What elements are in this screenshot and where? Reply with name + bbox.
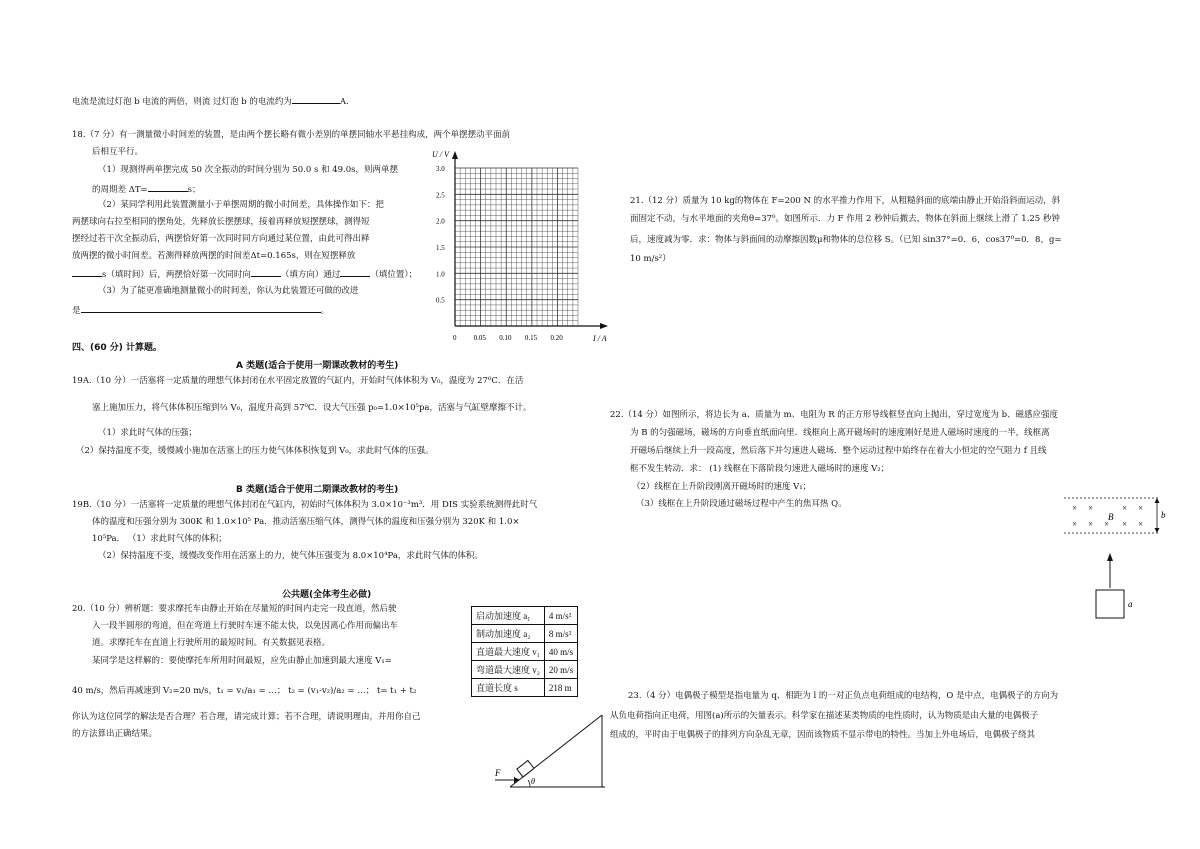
width-label: b: [1161, 510, 1166, 520]
table-cell: 制动加速度 a₂: [472, 625, 545, 643]
answer-blank[interactable]: [251, 268, 281, 277]
y-axis-label: U / V: [432, 150, 449, 159]
ui-grid-graph: [430, 148, 610, 348]
q21-line4: 10 m/s²）: [630, 254, 671, 264]
velocity-arrowhead: [1107, 553, 1113, 561]
q19a-line4: （2）保持温度不变，缓慢减小施加在活塞上的压力使气体体积恢复到 V₀，求此时气体的压强。: [76, 446, 434, 456]
table-row: [472, 625, 578, 643]
intro-line: [72, 95, 349, 108]
class-b-heading: B 类题(适合于使用二期课改教材的考生): [236, 485, 399, 495]
intro-text: 电流是流过灯泡 b 电流的两倍，则流 过灯泡 b 的电流约为: [72, 97, 292, 107]
q18-l11-text: 是: [72, 306, 81, 316]
q20-line7: 的方法算出正确结果。: [72, 729, 158, 739]
q21-line1: 21.（12 分）质量为 10 kg的物体在 F=200 N 的水平推力作用下，从粗糙斜面的底端由静止开始沿斜面运动，斜: [630, 196, 1061, 206]
table-cell: 直道长度 s: [472, 679, 545, 697]
x-tick-label: 0.20: [550, 334, 563, 342]
table-cell: 218 m: [544, 679, 577, 697]
frame-side-label: a: [1128, 599, 1133, 609]
q23-line3: 组成的，平时由于电偶极子的排列方向杂乱无章，因而该物质不显示带电的特性。当加上外电场后，电偶极子绕其: [610, 730, 1036, 740]
field-cross: ×: [1122, 519, 1128, 529]
section-4-heading: 四、(60 分) 计算题。: [72, 343, 163, 353]
y-tick-label: 3.0: [436, 165, 445, 173]
data-table: [471, 606, 578, 697]
q18-line5: （2）某同学利用此装置测量小于单摆周期的微小时间差，具体操作如下：把: [98, 200, 384, 210]
y-tick-label: 1.0: [436, 270, 445, 279]
q20-line2: 入一段半圆形的弯道，但在弯道上行驶时车速不能太快，以免因离心作用而偏出车: [92, 621, 399, 631]
table-cell: 40 m/s: [544, 643, 577, 661]
x-tick-label: 0.05: [473, 334, 486, 342]
graph-grid: [455, 168, 578, 326]
x-axis-label: I / A: [593, 334, 607, 343]
table-row: [472, 607, 578, 625]
block: [517, 761, 534, 777]
q22-line2: 为 B 的匀强磁场，磁场的方向垂直纸面向里．线框向上离开磁场时的速度刚好是进人磁场时速度的一半，线框离: [630, 428, 1050, 438]
q18-l4-unit: s；: [187, 185, 201, 195]
q22-line5: （2）线框在上升阶段刚离开磁场时的速度 V₁；: [632, 482, 812, 492]
y-tick-label: 0.5: [436, 296, 445, 305]
y-axis-arrow: [452, 151, 458, 159]
answer-blank[interactable]: [72, 268, 102, 277]
table-cell: 8 m/s²: [544, 625, 577, 643]
angle-arc: [528, 780, 530, 787]
q18-l9-text2: （填方向）通过: [280, 270, 341, 280]
q19b-line2: 体的温度和压强分别为 300K 和 1.0×10⁵ Pa．推动活塞压缩气体，测得气体的温度和压强分别为 320K 和 1.0×: [92, 517, 520, 527]
q21-line3: 后，速度减为零．求：物体与斜面间的动摩擦因数μ和物体的总位移 S。（已知 sin37°=0．6，cos37⁰=0．8，g=: [630, 235, 1062, 245]
q18-line10: （3）为了能更准确地测量微小的时间差，你认为此装置还可做的改进: [98, 286, 359, 296]
x-tick-labels: [453, 334, 563, 342]
q22-line1: 22.（14 分）如图所示，将边长为 a、质量为 m、电阻为 R 的正方形导线框竖直向上抛出，穿过宽度为 b、磁感应强度: [610, 410, 1059, 420]
x-tick-label: 0.15: [524, 334, 538, 342]
table-cell: 直道最大速度 v₁: [472, 643, 545, 661]
q18-l11-end: 。: [320, 306, 330, 316]
table-row: [472, 643, 578, 661]
table-row: [472, 661, 578, 679]
q18-line6: 两摆球向右拉至相同的摆角处，先释放长摆摆球，接着再释放短摆摆球，测得短: [72, 217, 370, 227]
q19b-line1: 19B.（10 分）一活塞将一定质量的理想气体封闭在气缸内，初始时气体体积为 3.0×10⁻³m³．用 DIS 实验系统测得此时气: [72, 500, 538, 510]
magnetic-field-diagram: [1060, 490, 1170, 620]
q23-line2: 从负电荷指向正电荷，用图(a)所示的矢量表示。科学家在描述某类物质的电性质时，认为物质是由大量的电偶极子: [610, 711, 1039, 721]
q18-line1: 18.（7 分）有一测量微小时间差的装置，是由两个摆长略有微小差别的单摆同轴水平悬挂构成，两个单摆摆动平面前: [72, 130, 511, 140]
field-cross: ×: [1072, 503, 1078, 513]
dim-arrow-up: [1155, 498, 1160, 503]
q18-l9-text3: （填位置）；: [370, 270, 418, 280]
q18-line9: [72, 268, 417, 281]
q18-line3: （1）现测得两单摆完成 50 次全振动的时间分别为 50.0 s 和 49.0s，则两单摆: [98, 165, 399, 175]
q18-line7: 摆经过若干次全振动后，两摆恰好第一次同时同方向通过某位置，由此可得出释: [72, 234, 370, 244]
y-tick-label: 2.0: [436, 217, 445, 226]
field-cross: ×: [1104, 519, 1110, 529]
q22-line6: （3）线框在上升阶段通过磁场过程中产生的焦耳热 Q。: [636, 499, 847, 509]
field-b-label: B: [1108, 512, 1114, 522]
q22-line4: 框不发生转动．求： (1) 线框在下落阶段匀速进人磁场时的速度 V₂；: [630, 464, 890, 474]
force-label: F: [495, 768, 501, 778]
x-tick-label: 0: [453, 334, 457, 342]
answer-blank[interactable]: [340, 268, 370, 277]
y-tick-labels: [436, 165, 445, 305]
q21-line2: 面固定不动，与水平地面的夹角θ=37⁰。如图所示．力 F 作用 2 秒钟后撤去，物体在斜面上继续上滑了 1.25 秒钟: [630, 214, 1060, 224]
q18-line4: [92, 183, 201, 196]
table-row: [472, 679, 578, 697]
q23-line1: 23.（4 分）电偶极子模型是指电量为 q、相距为 l 的一对正负点电荷组成的电结构，O 是中点，电偶极子的方向为: [628, 691, 1059, 701]
q19a-line3: （1）求此时气体的压强；: [98, 428, 197, 438]
class-a-heading: A 类题(适合于使用一期课改教材的考生): [236, 361, 399, 371]
answer-blank[interactable]: [148, 183, 188, 192]
q20-line6: 你认为这位同学的解法是否合理？若合理，请完成计算；若不合理，请说明理由，并用你自己: [72, 712, 421, 722]
q18-l4-text: 的周期差 ΔT=: [92, 185, 148, 195]
x-axis-arrow: [600, 323, 608, 329]
table-cell: 20 m/s: [544, 661, 577, 679]
y-tick-label: 1.5: [436, 244, 445, 252]
q19a-line1: 19A.（10 分）一活塞将一定质量的理想气体封闭在水平固定放置的气缸内，开始时气体体积为 V₀，温度为 27⁰C．在活: [72, 376, 524, 386]
x-tick-label: 0.10: [499, 334, 512, 342]
q20-line5: 40 m/s，然后再减速到 V₂=20 m/s，t₁ = v₁/a₁ = …； t₂ = (v₁-v₂)/a₂ = …； t= t₁ + t₂: [72, 686, 417, 696]
q18-line2: 后相互平行。: [92, 147, 144, 157]
answer-blank[interactable]: [292, 95, 340, 104]
q18-line11: [72, 304, 329, 317]
q20-line4: 某同学是这样解的：要使摩托车所用时间最短，应先由静止加速到最大速度 V₁=: [92, 656, 392, 666]
q19a-line2: 塞上施加压力，将气体体积压缩到⅔ V₀，温度升高到 57⁰C．设大气压强 p₀=1.0×10⁵pa，活塞与气缸壁摩擦不计。: [92, 403, 532, 413]
field-cross: ×: [1072, 519, 1078, 529]
wire-frame: [1096, 590, 1124, 618]
y-tick-label: 2.5: [436, 191, 445, 200]
table-cell: 4 m/s²: [544, 607, 577, 625]
field-cross: ×: [1138, 503, 1144, 513]
field-cross: ×: [1138, 519, 1144, 529]
table-cell: 启动加速度 a₁: [472, 607, 545, 625]
table-cell: 弯道最大速度 v₂: [472, 661, 545, 679]
field-cross: ×: [1122, 503, 1128, 513]
answer-blank[interactable]: [81, 304, 321, 313]
angle-label: θ: [531, 777, 535, 786]
incline-diagram: [490, 710, 610, 795]
intro-unit: A.: [339, 97, 349, 107]
q20-line1: 20.（10 分）辨析题：要求摩托车由静止开始在尽量短的时间内走完一段直道，然后驶: [72, 604, 397, 614]
q20-line3: 道。求摩托车在直道上行驶所用的最短时间。有关数据见表格。: [92, 638, 331, 648]
q19b-line4: （2）保持温度不变，缓慢改变作用在活塞上的力，使气体压强变为 8.0×10⁴Pa，求此时气体的体积。: [98, 551, 483, 561]
dim-arrow-down: [1155, 528, 1160, 533]
q22-line3: 开磁场后继续上升一段高度，然后落下并匀速进人磁场．整个运动过程中始终存在着大小恒定的空气阻力 f 且线: [630, 446, 1047, 456]
common-heading: 公共题(全体考生必做): [282, 590, 372, 600]
q18-l9-text: s（填时间）后，两摆恰好第一次同时向: [102, 270, 251, 280]
q19b-line3: 10⁵Pa． （1）求此时气体的体积；: [92, 534, 227, 544]
field-cross: ×: [1088, 503, 1094, 513]
field-cross: ×: [1088, 519, 1094, 529]
q18-line8: 放两摆的微小时间差。若测得释放两摆的时间差Δt=0.165s，则在短摆释放: [72, 251, 356, 261]
